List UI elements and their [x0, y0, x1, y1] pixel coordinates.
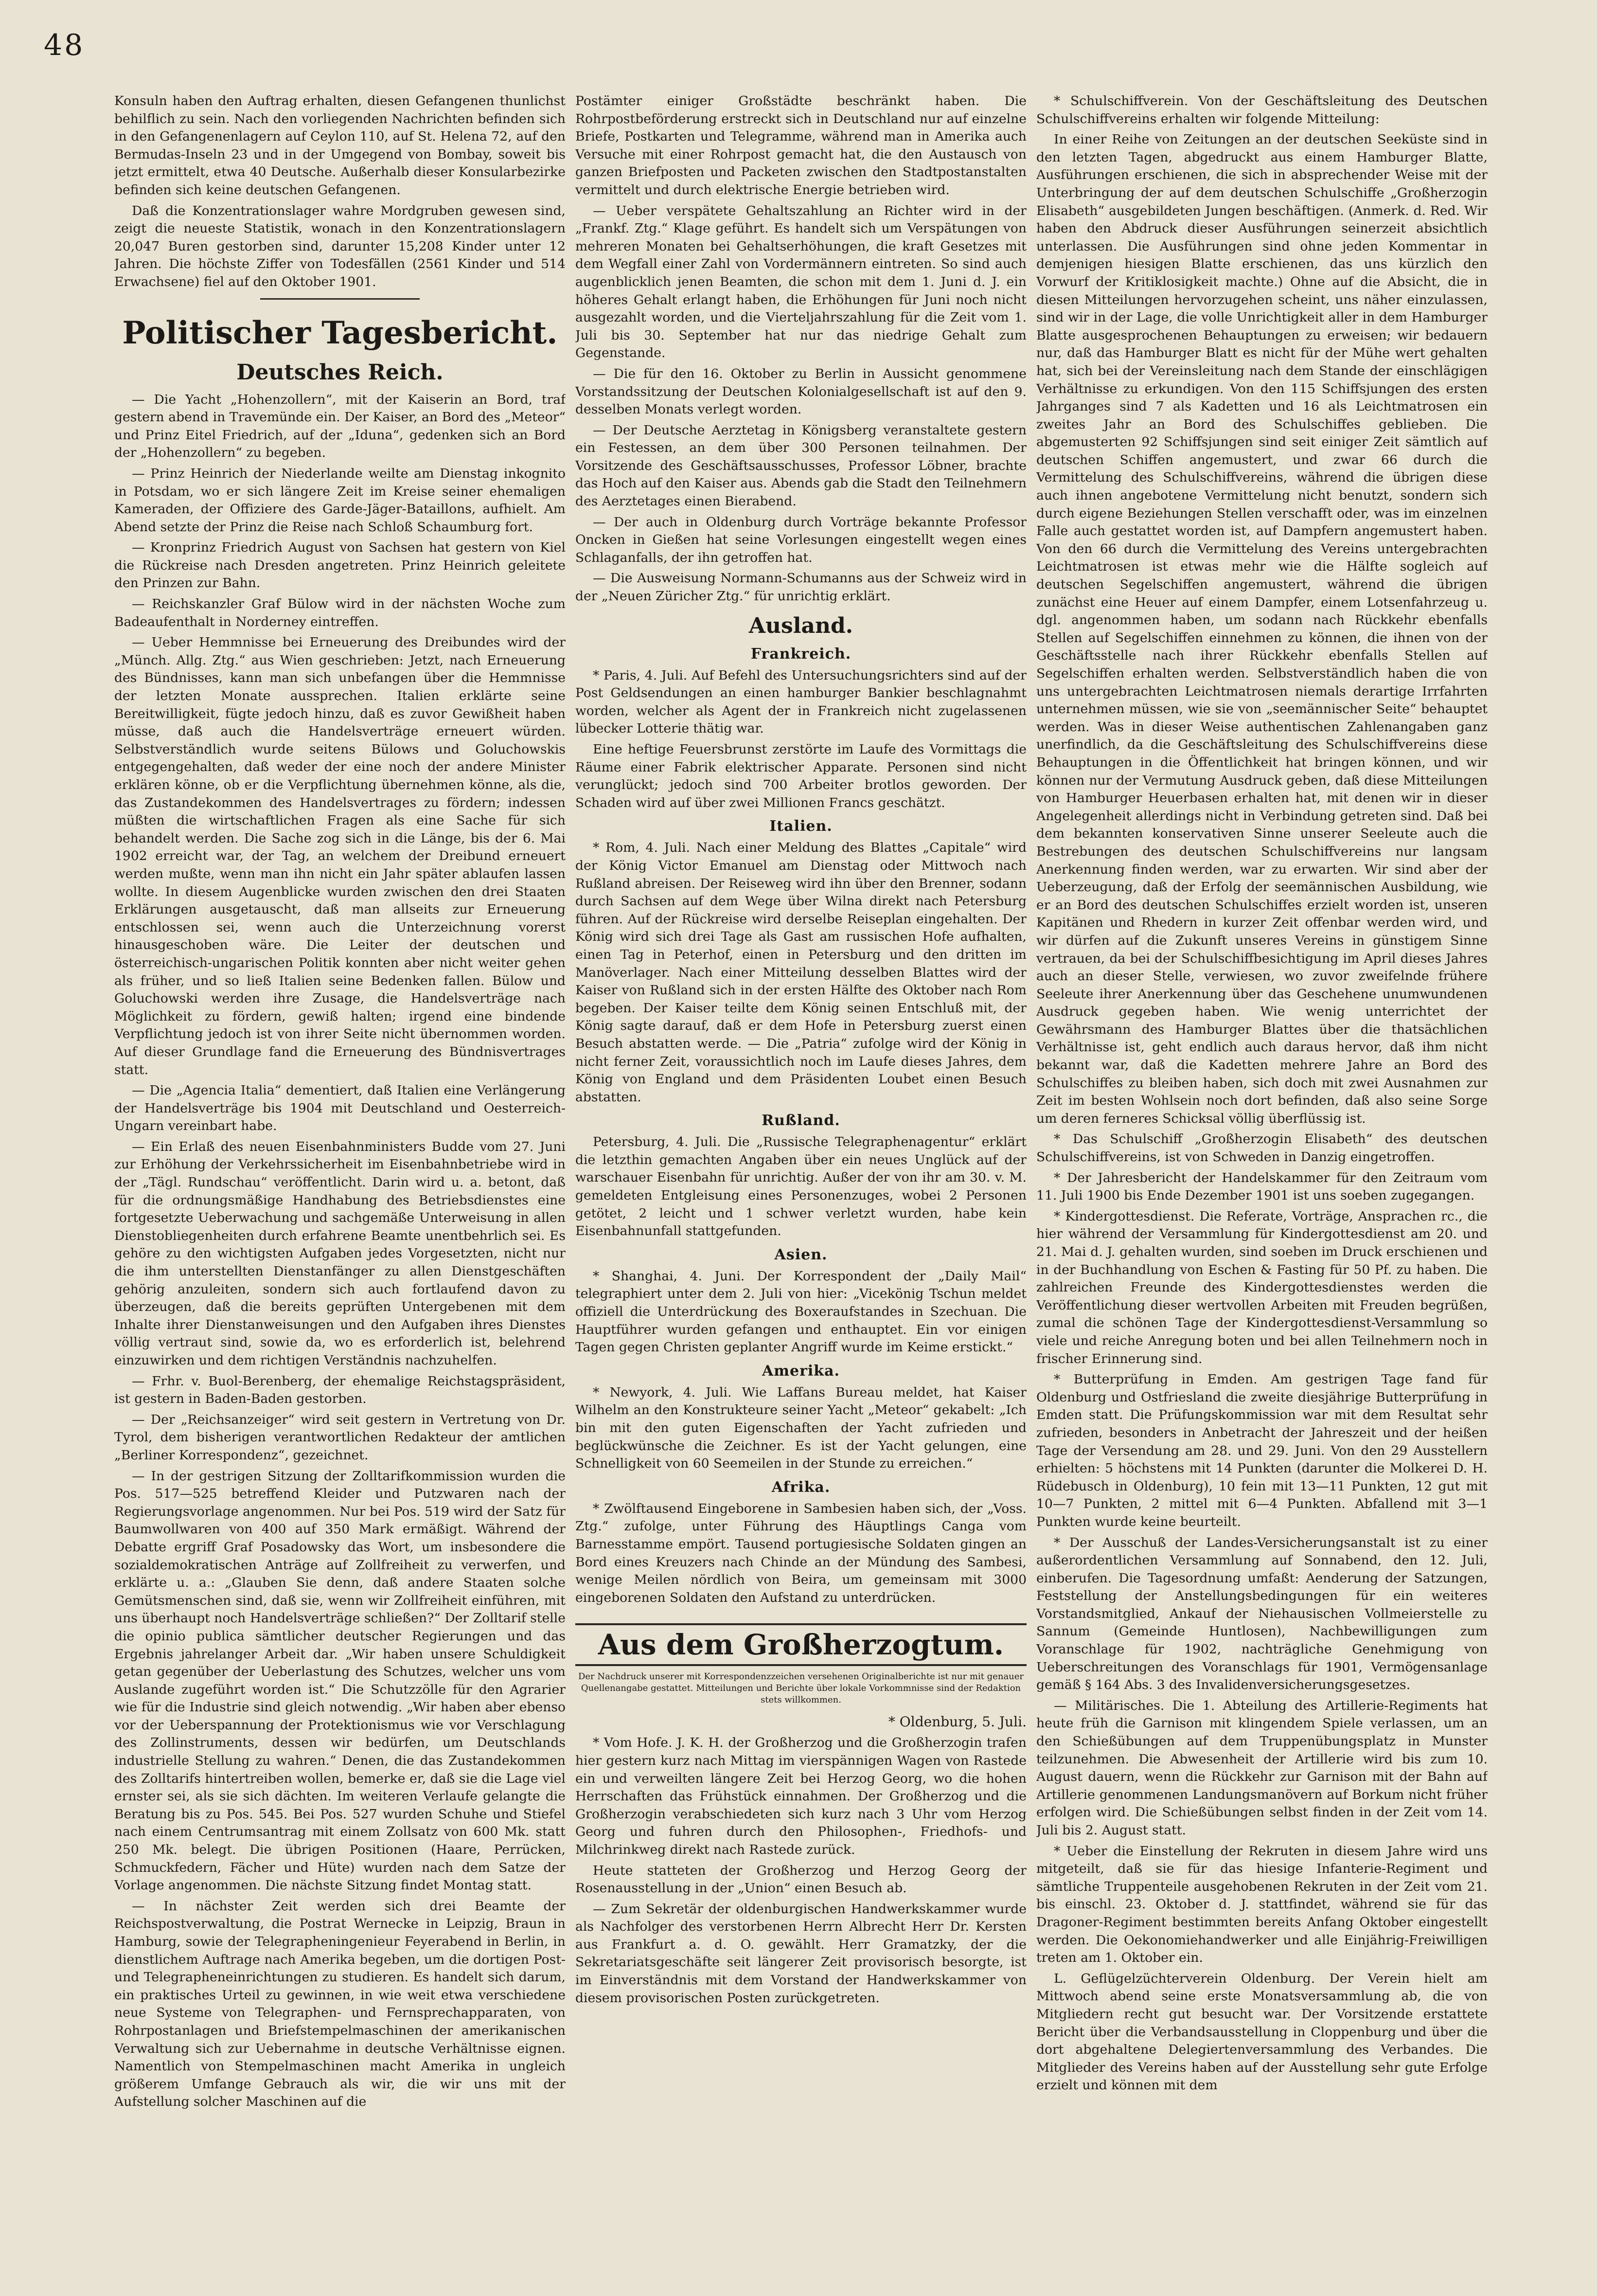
article-paragraph: — Die Ausweisung Normann-Schumanns aus der Schweiz wird in der „Neuen Züricher Ztg.“ für unrichtig erklärt.	[575, 571, 1027, 604]
article-paragraph: Postämter einiger Großstädte beschränkt haben. Die Rohrpostbeförderung erstreckt sich in Deutschland nur auf einzelne Briefe, Postkarten und Telegramme, während man in Amerika auch Versuche mit einer Rohrpost gemacht hat, die den Austausch von ganzen Briefposten und Packeten zwischen den Stadtpostanstalten vermittelt und durch elektrische Energie betrieben wird.	[575, 93, 1027, 197]
article-paragraph: * Shanghai, 4. Juni. Der Korrespondent der „Daily Mail“ telegraphiert unter dem 2. Juli von hier: „Vicekönig Tschun meldet offiziell die Unterdrückung des Boxeraufstandes in Szechuan. Die Hauptführer wurden gefangen und enthauptet. Ein vor einigen Tagen gegen Christen geplanter Angriff wurde im Keime erstickt.“	[575, 1268, 1027, 1355]
article-paragraph: Petersburg, 4. Juli. Die „Russische Telegraphenagentur“ erklärt die letzthin gemachten Angaben über ein neues Unglück auf der warschauer Eisenbahn für unrichtig. Außer der von ihr am 30. v. M. gemeldeten Entgleisung eines Personenzuges, wobei 2 Personen getötet, 2 leicht und 1 schwer verletzt wurden, habe kein Eisenbahnunfall stattgefunden.	[575, 1134, 1027, 1239]
article-paragraph: — Der „Reichsanzeiger“ wird seit gestern in Vertretung von Dr. Tyrol, dem bisherigen verantwortlichen Redakteur der amtlichen „Berliner Korrespondenz“, gezeichnet.	[114, 1412, 566, 1463]
article-paragraph: — Ueber Hemmnisse bei Erneuerung des Dreibundes wird der „Münch. Allg. Ztg.“ aus Wien geschrieben: Jetzt, nach Erneuerung des Bündnisses, kann man sich unbefangen über die Hemmnisse der letzten Monate aussprechen. Italien erklärte seine Bereitwilligkeit, fügte jedoch hinzu, daß es zuvor Gewißheit haben müsse, daß auch die Handelsverträge erneuert würden. Selbstverständlich wurde seitens Bülows und Goluchowskis entgegengehalten, daß weder der eine noch der andere Minister erklären könne, ob er die Verpflichtung übernehmen könne, als die, das Zustandekommen des Handelsvertrages zu fördern; indessen müßten die wirtschaftlichen Fragen als eine Sache für sich behandelt werden. Die Sache zog sich in die Länge, bis der 6. Mai 1902 erreicht war, der Tag, an welchem der Dreibund erneuert werden mußte, wenn man ihn nicht ein Jahr später ablaufen lassen wollte. In diesem Augenblicke wurden zwischen den drei Staaten Erklärungen ausgetauscht, daß man allseits zur Erneuerung entschlossen sei, wenn auch die Unterzeichnung vorerst hinausgeschoben wäre. Die Leiter der deutschen und österreichisch-ungarischen Politik konnten aber nicht weiter gehen als früher, und so ließ Italien seine Bedenken fallen. Bülow und Goluchowski werden ihre Zusage, die Handelsverträge nach Möglichkeit zu fördern, gewiß halten; irgend eine bindende Verpflichtung jedoch ist von ihrer Seite nicht übernommen worden. Auf dieser Grundlage fand die Erneuerung des Bündnisvertrages statt.	[114, 635, 566, 1077]
article-paragraph: * Paris, 4. Juli. Auf Befehl des Untersuchungsrichters sind auf der Post Geldsendungen an einen hamburger Bankier beschlagnahmt worden, welcher als Agent der in Frankreich nicht zugelassenen lübecker Lotterie thätig war.	[575, 667, 1027, 736]
article-paragraph: * Kindergottesdienst. Die Referate, Vorträge, Ansprachen rc., die hier während der Versammlung für Kindergottesdienst am 20. und 21. Mai d. J. gehalten wurden, sind soeben im Druck erschienen und in der Buchhandlung von Eschen & Fasting für 50 Pf. zu haben. Die zahlreichen Freunde des Kindergottesdienstes werden die Veröffentlichung dieser wertvollen Arbeiten mit Freuden begrüßen, zumal die schönen Tage der Kindergottesdienst-Versammlung so viele und reiche Anregung boten und bei allen Teilnehmern noch in frischer Erinnerung sind.	[1036, 1208, 1488, 1366]
country-heading: Amerika.	[762, 1362, 840, 1380]
article-paragraph: * Vom Hofe. J. K. H. der Großherzog und die Großherzogin trafen hier gestern kurz nach Mittag im vierspännigen Wagen von Rastede ein und verweilten längere Zeit bei Herzog Georg, wo die hohen Herrschaften das Frühstück einnahmen. Der Großherzog und die Großherzogin verabschiedeten sich kurz nach 3 Uhr vom Herzog Georg und fuhren durch den Philosophen-, Friedhofs- und Milchrinkweg direkt nach Rastede zurück.	[575, 1735, 1027, 1857]
article-paragraph: * Zwölftausend Eingeborene in Sambesien haben sich, der „Voss. Ztg.“ zufolge, unter Führung des Häuptlings Canga vom Barnesstamme empört. Tausend portugiesische Soldaten gingen an Bord eines Kreuzers nach Chinde an der Mündung des Sambesi, wenige Meilen nördlich von Beira, um gemeinsam mit 3000 eingeborenen Soldaten den Aufstand zu unterdrücken.	[575, 1501, 1027, 1605]
reprint-note: Der Nachdruck unserer mit Korrespondenzzeichen versehenen Originalberichte ist nur mit genauer Quellenangabe gestattet. Mitteilungen und Berichte über lokale Vorkommnisse sind der Redaktion stets willkommen.	[578, 1671, 1024, 1705]
article-paragraph: — Die „Agencia Italia“ dementiert, daß Italien eine Verlängerung der Handelsverträge bis 1904 mit Deutschland und Oesterreich-Ungarn vereinbart habe.	[114, 1083, 566, 1134]
article-paragraph: * Ueber die Einstellung der Rekruten in diesem Jahre wird uns mitgeteilt, daß sie für das hiesige Infanterie-Regiment und sämtliche Truppenteile ausgehobenen Rekruten in der Zeit vom 21. bis einschl. 23. Oktober d. J. stattfindet, während sie für das Dragoner-Regiment bestimmten bereits Anfang Oktober eingestellt werden. Die Oekonomiehandwerker und alle Einjährig-Freiwilligen treten am 1. Oktober ein.	[1036, 1843, 1488, 1966]
article-paragraph: — Die Yacht „Hohenzollern“, mit der Kaiserin an Bord, traf gestern abend in Travemünde ein. Der Kaiser, an Bord des „Meteor“ und Prinz Eitel Friedrich, auf der „Iduna“, gedenken sich an Bord der „Hohenzollern“ zu begeben.	[114, 392, 566, 461]
article-paragraph: * Der Ausschuß der Landes-Versicherungsanstalt ist zu einer außerordentlichen Versammlung auf Sonnabend, den 12. Juli, einberufen. Die Tagesordnung umfaßt: Aenderung der Satzungen, Feststellung der Anstellungsbedingungen für ein weiteres Vorstandsmitglied, Ankauf der Niehausischen Vollmeierstelle zu Sannum (Gemeinde Huntlosen), Nachbewilligungen zum Voranschlage für 1902, nachträgliche Genehmigung von Ueberschreitungen des Voranschlags für 1901, Vermögensanlage gemäß § 164 Abs. 3 des Invalidenversicherungsgesetzes.	[1036, 1535, 1488, 1693]
country-heading: Afrika.	[771, 1478, 831, 1496]
article-paragraph: Eine heftige Feuersbrunst zerstörte im Laufe des Vormittags die Räume einer Fabrik elektrischer Apparate. Personen sind nicht verunglückt; jedoch sind 700 Arbeiter brotlos geworden. Der Schaden wird auf über zwei Millionen Francs geschätzt.	[575, 742, 1027, 810]
article-paragraph: — Die für den 16. Oktober zu Berlin in Aussicht genommene Vorstandssitzung der Deutschen Kolonialgesellschaft ist auf den 9. desselben Monats verlegt worden.	[575, 366, 1027, 417]
article-paragraph: — In nächster Zeit werden sich drei Beamte der Reichspostverwaltung, die Postrat Wernecke in Leipzig, Braun in Hamburg, sowie der Telegrapheningenieur Feyerabend in Berlin, in dienstlichem Auftrage nach Amerika begeben, um die dortigen Post- und Telegrapheneinrichtungen zu studieren. Es handelt sich darum, ein praktisches Urteil zu gewinnen, in wie weit etwa verschiedene neue Systeme von Telegraphen- und Fernsprechapparaten, von Rohrpostanlagen und Briefstempelmaschinen der amerikanischen Verwaltung sich zur Uebernahme in deutsche Verhältnisse eignen. Namentlich von Stempelmaschinen macht Amerika in ungleich größerem Umfange Gebrauch als wir, die wir uns mit der Aufstellung solcher Maschinen auf die	[114, 1898, 566, 2110]
article-paragraph: — Ueber verspätete Gehaltszahlung an Richter wird in der „Frankf. Ztg.“ Klage geführt. Es handelt sich um Verspätungen von mehreren Monaten bei Gehaltserhöhungen, die kraft Gesetzes mit dem Wegfall einer Zahl von Vordermännern eintreten. So sind auch augenblicklich jenen Beamten, die schon mit dem 1. Juni d. J. ein höheres Gehalt erlangt haben, die Erhöhungen für Juni noch nicht ausgezahlt worden, und die Vierteljahrszahlung für die Zeit vom 1. Juli bis 30. September hat nur das niedrige Gehalt zum Gegenstande.	[575, 203, 1027, 361]
article-paragraph: * Der Jahresbericht der Handelskammer für den Zeitraum vom 11. Juli 1900 bis Ende Dezember 1901 ist uns soeben zugegangen.	[1036, 1170, 1488, 1203]
article-paragraph: * Schulschiffverein. Von der Geschäftsleitung des Deutschen Schulschiffvereins erhalten wir folgende Mitteilung:	[1036, 93, 1488, 126]
country-heading: Frankreich.	[750, 645, 852, 663]
article-paragraph: * Rom, 4. Juli. Nach einer Meldung des Blattes „Capitale“ wird der König Victor Emanuel am Dienstag oder Mittwoch nach Rußland abreisen. Der Reiseweg wird ihn über den Brenner, sodann durch Sachsen auf dem Wege über Wilna direkt nach Petersburg führen. Auf der Rückreise wird derselbe Reiseplan eingehalten. Der König wird sich drei Tage als Gast am russischen Hofe aufhalten, einen Tag in Peterhof, einen in Petersburg und den dritten im Manöverlager. Nach einer Mitteilung desselben Blattes wird der Kaiser von Rußland sich in der ersten Hälfte des Oktober nach Rom begeben. Der Kaiser teilte dem König seinen Entschluß mit, der König sagte darauf, daß er dem Hofe in Petersburg zuerst einen Besuch abstatten werde. — Die „Patria“ zufolge wird der König in nicht ferner Zeit, voraussichtlich noch im Laufe dieses Jahres, dem König von England und dem Präsidenten Loubet einen Besuch abstatten.	[575, 840, 1027, 1105]
article-paragraph: * Butterprüfung in Emden. Am gestrigen Tage fand für Oldenburg und Ostfriesland die zweite diesjährige Butterprüfung in Emden statt. Die Prüfungskommission war mit dem Resultat sehr zufrieden, besonders in Anbetracht der Jahreszeit und der heißen Tage der Versendung am 28. und 29. Juni. Von den 29 Ausstellern erhielten: 5 höchstens mit 14 Punkten (darunter die Molkerei D. H. Rüdebusch in Oldenburg), 10 fein mit 13—11 Punkten, 12 gut mit 10—7 Punkten, 2 mittel mit 6—4 Punkten. Abfallend mit 3—1 Punkten wurde keine beurteilt.	[1036, 1372, 1488, 1529]
article-paragraph: Heute statteten der Großherzog und Herzog Georg der Rosenausstellung in der „Union“ einen Besuch ab.	[575, 1863, 1027, 1896]
article-paragraph: * Das Schulschiff „Großherzogin Elisabeth“ des deutschen Schulschiffvereins, ist von Schweden in Danzig eingetroffen.	[1036, 1131, 1488, 1165]
article-paragraph: — Militärisches. Die 1. Abteilung des Artillerie-Regiments hat heute früh die Garnison mit klingendem Spiele verlassen, um an den Schießübungen auf dem Truppenübungsplatz in Munster teilzunehmen. Die Abwesenheit der Artillerie wird bis zum 10. August dauern, wenn die Rückkehr zur Garnison mit der Bahn auf Artillerie genommenen Landungsmanövern auf Borkum nicht früher erfolgen wird. Die Schießübungen selbst finden in der Zeit vom 14. Juli bis 2. August statt.	[1036, 1698, 1488, 1838]
column-1	[114, 92, 566, 2247]
lead-paragraph-2: Daß die Konzentrationslager wahre Mordgruben gewesen sind, zeigt die neueste Statistik, wonach in den Konzentrationslagern 20,047 Buren gestorben sind, darunter 15,208 Kinder unter 12 Jahren. Die höchste Ziffer von Todesfällen (2561 Kinder und 514 Erwachsene) fiel auf den Oktober 1901.	[114, 203, 566, 289]
dateline: * Oldenburg, 5. Juli.	[888, 1714, 1027, 1730]
page-number: 48	[44, 28, 85, 62]
article-paragraph: — Kronprinz Friedrich August von Sachsen hat gestern von Kiel die Rückreise nach Dresden angetreten. Prinz Heinrich geleitete den Prinzen zur Bahn.	[114, 540, 566, 591]
lead-paragraph-1: Konsuln haben den Auftrag erhalten, diesen Gefangenen thunlichst behilflich zu sein. Nach den vorliegenden Nachrichten befinden sich in den Gefangenenlagern auf Ceylon 110, auf St. Helena 72, auf den Bermudas-Inseln 23 und in der Umgegend von Bombay, soweit bis jetzt ermittelt, etwa 40 Deutsche. Außerhalb dieser Konsularbezirke befinden sich keine deutschen Gefangenen.	[114, 93, 566, 197]
columns	[114, 92, 1515, 2247]
article-paragraph: — Reichskanzler Graf Bülow wird in der nächsten Woche zum Badeaufenthalt in Norderney eintreffen.	[114, 596, 566, 629]
regional-heading: Aus dem Großherzogtum.	[575, 1623, 1027, 1666]
column-3	[1036, 92, 1488, 2247]
article-paragraph: — Prinz Heinrich der Niederlande weilte am Dienstag inkognito in Potsdam, wo er sich längere Zeit im Kreise seiner ehemaligen Kameraden, der Offiziere des Garde-Jäger-Bataillons, aufhielt. Am Abend setzte der Prinz die Reise nach Schloß Schaumburg fort.	[114, 466, 566, 535]
country-heading: Italien.	[769, 818, 833, 835]
country-heading: Rußland.	[762, 1112, 840, 1130]
divider	[260, 298, 420, 300]
section-heading: Politischer Tagesbericht.	[122, 314, 558, 351]
article-paragraph: — Ein Erlaß des neuen Eisenbahnministers Budde vom 27. Juni zur Erhöhung der Verkehrssicherheit im Eisenbahnbetriebe wird in der „Tägl. Rundschau“ veröffentlicht. Darin wird u. a. betont, daß für die ordnungsmäßige Handhabung des Betriebsdienstes eine fortgesetzte Ueberwachung und sachgemäße Unterweisung in allen Dienstobliegenheiten durch erfahrene Beamte unentbehrlich sei. Es gehöre zu den wichtigsten Aufgaben jedes Vorgesetzten, nicht nur die ihm unterstellten Dienstanfänger zu allen Dienstgeschäften gehörig anzuleiten, sondern sich auch fortlaufend davon zu überzeugen, daß die bereits geprüften Untergebenen mit dem Inhalte ihrer Dienstanweisungen und den Aufgaben ihres Dienstes völlig vertraut sind, sowie da, wo es erforderlich ist, belehrend einzuwirken und dem richtigen Verständnis nachzuhelfen.	[114, 1139, 566, 1368]
article-paragraph: In einer Reihe von Zeitungen an der deutschen Seeküste sind in den letzten Tagen, abgedruckt aus einem Hamburger Blatte, Ausführungen erschienen, die sich in absprechender Weise mit der Unterbringung der auf dem deutschen Schulschiffe „Großherzogin Elisabeth“ ausgebildeten Jungen beschäftigen. (Anmerk. d. Red. Wir haben den Abdruck dieser Ausführungen seinerzeit absichtlich unterlassen. Die Ausführungen sind ohne jeden Kommentar in demjenigen hiesigen Blatte erschienen, das uns kürzlich den Vorwurf der Kritiklosigkeit machte.) Ohne auf die Absicht, die in diesen Mitteilungen hervorzugehen scheint, uns näher einzulassen, sind wir in der Lage, die volle Unrichtigkeit aller in dem Hamburger Blatte ausgesprochenen Behauptungen zu erweisen; wir bedauern nur, daß das Hamburger Blatt es nicht für der Mühe wert gehalten hat, sich bei der Vereinsleitung nach dem Stande der einschlägigen Verhältnisse zu erkundigen. Von den 115 Schiffsjungen des ersten Jahrganges sind 7 als Kadetten und 16 als Leichtmatrosen ein zweites Jahr an Bord des Schulschiffes geblieben. Die abgemusterten 92 Schiffsjungen sind seit einiger Zeit sämtlich auf deutschen Schiffen angemustert, und zwar 66 durch die Vermittelung des Schulschiffvereins, während die übrigen diese auch ihnen angebotene Vermittelung nicht benutzt, sondern sich durch eigene Beziehungen Stellen verschafft oder, was im einzelnen Falle auch gestattet worden ist, auf Dampfern angemustert haben. Von den 66 durch die Vermittelung des Vereins untergebrachten Leichtmatrosen ist etwas mehr wie die Hälfte sogleich auf deutschen Segelschiffen angemustert, während die übrigen zunächst eine Heuer auf einem Dampfer, einem Lotsenfahrzeug u. dgl. angenommen haben, um sodann nach Rückkehr ebenfalls Stellen auf Segelschiffen einnehmen zu können, die ihnen von der Geschäftsstelle nach ihrer Rückkehr ebenfalls Stellen auf Segelschiffen erhalten werden. Selbstverständlich haben die von uns untergebrachten Leichtmatrosen niemals derartige Irrfahrten unternehmen müssen, wie sie von „seemännischer Seite“ behauptet werden. Was in dieser Weise authentischen Zahlenangaben ganz unerfindlich, da die Geschäftsleitung des Schulschiffvereins diese Behauptungen in die Öffentlichkeit hat bringen können, und wir können nur der Vermutung Ausdruck geben, daß diese Mitteilungen von Hamburger Heuerbasen erhalten hat, mit denen wir in dieser Angelegenheit allerdings nicht in Verbindung getreten sind. Daß bei dem bekannten konservativen Sinne unserer Seeleute auch die Bestrebungen des deutschen Schulschiffvereins nur langsam Anerkennung finden werden, war zu erwarten. Wir sind aber der Ueberzeugung, daß der Erfolg der seemännischen Ausbildung, wie er an Bord des deutschen Schulschiffes erzielt worden ist, unseren Kapitänen und Rhedern in kurzer Zeit offenbar werden wird, und wir dürfen auf die Zukunft unseres Vereins in günstigem Sinne vertrauen, da bei der Schulschiffbesichtigung im April dieses Jahres auch an dieser Stelle, verwiesen, wo zuvor zweifelnde frühere Seeleute ihrer Anerkennung über das Geschehene unumwundenen Ausdruck gegeben haben. Wie wenig unterrichtet der Gewährsmann des Hamburger Blattes über die thatsächlichen Verhältnisse ist, geht endlich auch daraus hervor, daß ihm nicht bekannt war, daß die Kadetten mehrere Jahre an Bord des Schulschiffes zu bleiben haben, sich doch mit zwei Ausnahmen zur Zeit im besten Wohlsein noch dort befinden, daß also seine Sorge um deren ferneres Schicksal völlig überflüssig ist.	[1036, 132, 1488, 1126]
country-heading: Asien.	[774, 1246, 828, 1263]
section-subheading: Deutsches Reich.	[236, 359, 444, 385]
article-paragraph: — Zum Sekretär der oldenburgischen Handwerkskammer wurde als Nachfolger des verstorbenen Herrn Albrecht Herr Dr. Kersten aus Frankfurt a. d. O. gewählt. Herr Gramatzky, der die Sekretariatsgeschäfte seit längerer Zeit provisorisch besorgte, ist im Einverständnis mit dem Vorstand der Handwerkskammer von diesem provisorischen Posten zurückgetreten.	[575, 1901, 1027, 2006]
article-paragraph: L. Geflügelzüchterverein Oldenburg. Der Verein hielt am Mittwoch abend seine erste Monatsversammlung ab, die von Mitgliedern recht gut besucht war. Der Vorsitzende erstattete Bericht über die Verbandsausstellung in Cloppenburg und über die dort abgehaltene Delegiertenversammlung des Verbandes. Die Mitglieder des Vereins haben auf der Ausstellung sehr gute Erfolge erzielt und können mit dem	[1036, 1971, 1488, 2093]
article-paragraph: — Frhr. v. Buol-Berenberg, der ehemalige Reichstagspräsident, ist gestern in Baden-Baden gestorben.	[114, 1373, 566, 1407]
article-paragraph: — Der Deutsche Aerztetag in Königsberg veranstaltete gestern ein Festessen, an dem über 300 Personen teilnahmen. Der Vorsitzende des Geschäftsausschusses, Professor Löbner, brachte das Hoch auf den Kaiser aus. Abends gab die Stadt den Teilnehmern des Aerztetages einen Bierabend.	[575, 422, 1027, 509]
ausland-heading: Ausland.	[748, 613, 853, 638]
article-paragraph: — In der gestrigen Sitzung der Zolltarifkommission wurden die Pos. 517—525 betreffend Kleider und Putzwaren nach der Regierungsvorlage angenommen. Nur bei Pos. 519 wird der Satz für Baumwollwaren von 400 auf 350 Mark ermäßigt. Während der Debatte ergriff Graf Posadowsky das Wort, um insbesondere die sozialdemokratischen Anträge auf Zollfreiheit zu verwerfen, und erklärte u. a.: „Glauben Sie denn, daß andere Staaten solche Gemütsmenschen sind, daß sie, wenn wir Zollfreiheit einführen, mit uns überhaupt noch Handelsverträge schließen?“ Der Zolltarif stelle die opinio publica sämtlicher deutscher Regierungen und das Ergebnis jahrelanger Arbeit dar. „Wir haben unsere Schuldigkeit getan gegenüber der Ueberlastung des Schutzes, welcher uns vom Auslande zugeführt worden ist.“ Die Schutzzölle für den Agrarier wie für die Industrie sind gleich notwendig. „Wir haben aber ebenso vor der Ueberspannung der Protektionismus wie vor Verschlagung des Zollinstruments, dessen wir bedürfen, um Deutschlands industrielle Stellung zu wahren.“ Denen, die das Zustandekommen des Zolltarifs hintertreiben wollen, bemerke er, daß sie die Lage viel ernster sei, als sie sich dächten. Im weiteren Verlaufe gelangte die Beratung bis zu Pos. 545. Bei Pos. 527 wurden Schuhe und Stiefel nach einem Centrumsantrag mit einem Zollsatz von 600 Mk. statt 250 Mk. belegt. Die übrigen Positionen (Haare, Perrücken, Schmuckfedern, Fächer und Hüte) wurden nach dem Satze der Vorlage angenommen. Die nächste Sitzung findet Montag statt.	[114, 1468, 566, 1893]
article-paragraph: — Der auch in Oldenburg durch Vorträge bekannte Professor Oncken in Gießen hat seine Vorlesungen eingestellt wegen eines Schlaganfalls, der ihn getroffen hat.	[575, 514, 1027, 565]
article-paragraph: * Newyork, 4. Juli. Wie Laffans Bureau meldet, hat Kaiser Wilhelm an den Konstrukteure seiner Yacht „Meteor“ gekabelt: „Ich bin mit den guten Eigenschaften der Yacht zufrieden und beglückwünsche die Zeichner. Es ist der Yacht gelungen, eine Schnelligkeit von 60 Seemeilen in der Stunde zu erreichen.“	[575, 1384, 1027, 1471]
column-2	[575, 92, 1027, 2247]
